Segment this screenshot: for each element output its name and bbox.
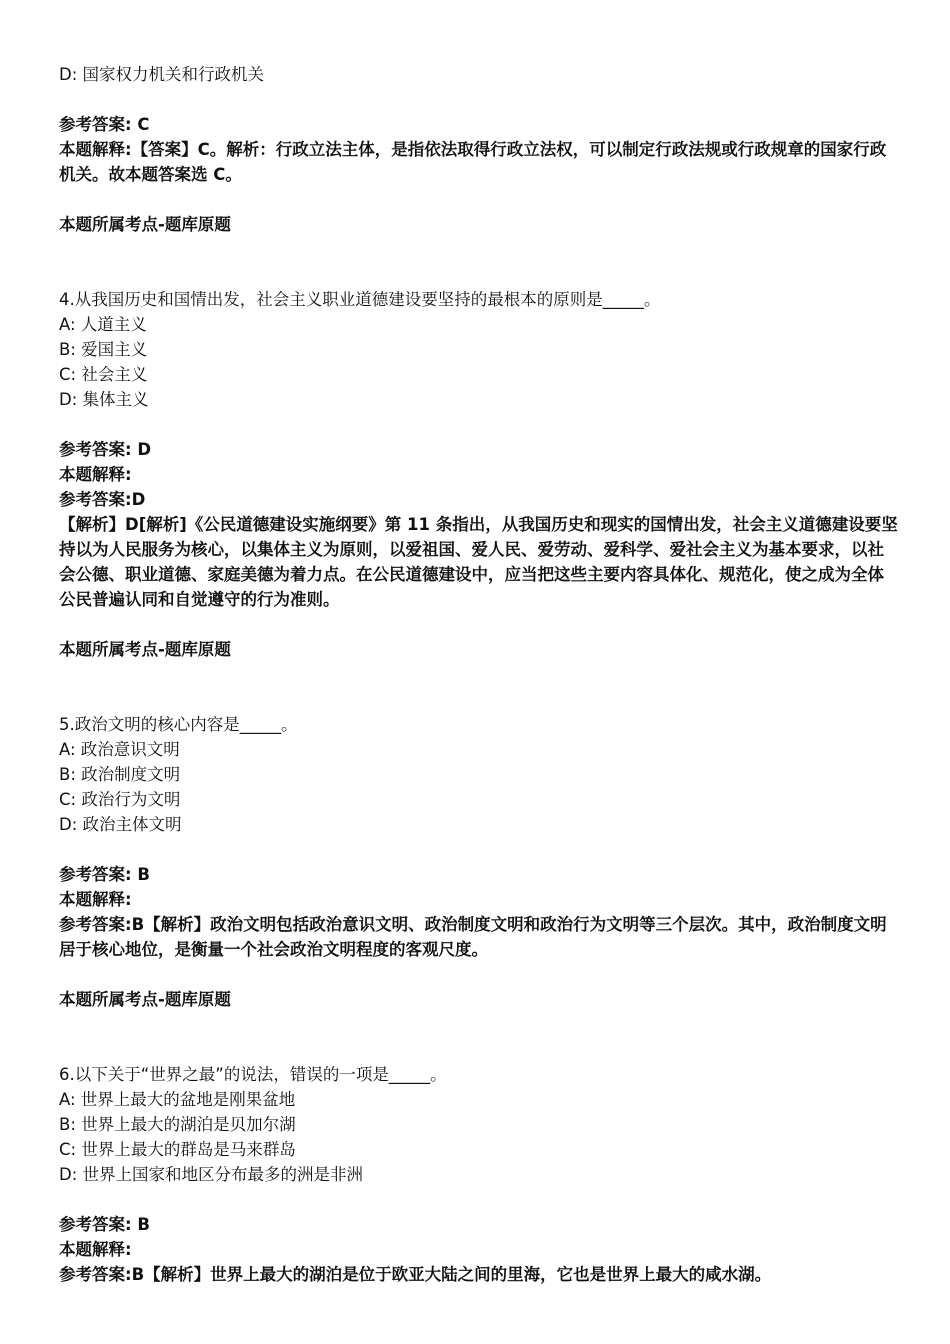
- q4-option-b: B: 爱国主义: [59, 340, 148, 359]
- q5-option-c: C: 政治行为文明: [59, 790, 181, 809]
- question-5: [59, 712, 899, 1012]
- question-4: [59, 287, 899, 662]
- q6-analysis: 参考答案:B【解析】世界上最大的湖泊是位于欧亚大陆之间的里海，它也是世界上最大的咸水湖。: [59, 1265, 772, 1284]
- q6-question: 6.以下关于“世界之最”的说法，错误的一项是_____。: [59, 1065, 447, 1084]
- q5-option-a: A: 政治意识文明: [59, 740, 180, 759]
- q3-explanation: 本题解释:【答案】C。解析：行政立法主体，是指依法取得行政立法权，可以制定行政法规或行政规章的国家行政机关。故本题答案选 C。: [59, 140, 887, 184]
- q3-answer: 参考答案: C: [59, 115, 150, 134]
- q3-knowledge-point: 本题所属考点-题库原题: [59, 215, 231, 234]
- q6-explanation-label: 本题解释:: [59, 1240, 132, 1259]
- question-3: [59, 62, 899, 237]
- q4-option-a: A: 人道主义: [59, 315, 147, 334]
- q5-option-d: D: 政治主体文明: [59, 815, 182, 834]
- q5-analysis: 参考答案:B【解析】政治文明包括政治意识文明、政治制度文明和政治行为文明等三个层次。其中，政治制度文明居于核心地位，是衡量一个社会政治文明程度的客观尺度。: [59, 915, 887, 959]
- q4-explanation-label: 本题解释:: [59, 465, 132, 484]
- q5-knowledge-point: 本题所属考点-题库原题: [59, 990, 231, 1009]
- q5-explanation-label: 本题解释:: [59, 890, 132, 909]
- q6-option-a: A: 世界上最大的盆地是刚果盆地: [59, 1090, 296, 1109]
- q6-option-d: D: 世界上国家和地区分布最多的洲是非洲: [59, 1165, 364, 1184]
- question-6: [59, 1062, 899, 1287]
- q4-option-d: D: 集体主义: [59, 390, 149, 409]
- q5-option-b: B: 政治制度文明: [59, 765, 181, 784]
- q6-option-c: C: 世界上最大的群岛是马来群岛: [59, 1140, 296, 1159]
- q4-knowledge-point: 本题所属考点-题库原题: [59, 640, 231, 659]
- q5-answer: 参考答案: B: [59, 865, 150, 884]
- q4-question: 4.从我国历史和国情出发，社会主义职业道德建设要坚持的最根本的原则是_____。: [59, 290, 661, 309]
- q4-answer-repeat: 参考答案:D: [59, 490, 146, 509]
- q5-question: 5.政治文明的核心内容是_____。: [59, 715, 298, 734]
- q4-answer: 参考答案: D: [59, 440, 152, 459]
- q3-option-d: D: 国家权力机关和行政机关: [59, 65, 265, 84]
- q4-option-c: C: 社会主义: [59, 365, 148, 384]
- q4-analysis: 【解析】D[解析]《公民道德建设实施纲要》第 11 条指出，从我国历史和现实的国情出发，社会主义道德建设要坚持以为人民服务为核心，以集体主义为原则，以爱祖国、爱人民、爱劳动、爱科学、爱社会主义为基本要求，以社会公德、职业道德、家庭美德为着力点。在公民道德建设中，应当把这些主要内容具体化、规范化，使之成为全体公民普遍认同和自觉遵守的行为准则。: [59, 515, 898, 609]
- q6-answer: 参考答案: B: [59, 1215, 150, 1234]
- exam-document: [59, 62, 899, 1287]
- q6-option-b: B: 世界上最大的湖泊是贝加尔湖: [59, 1115, 296, 1134]
